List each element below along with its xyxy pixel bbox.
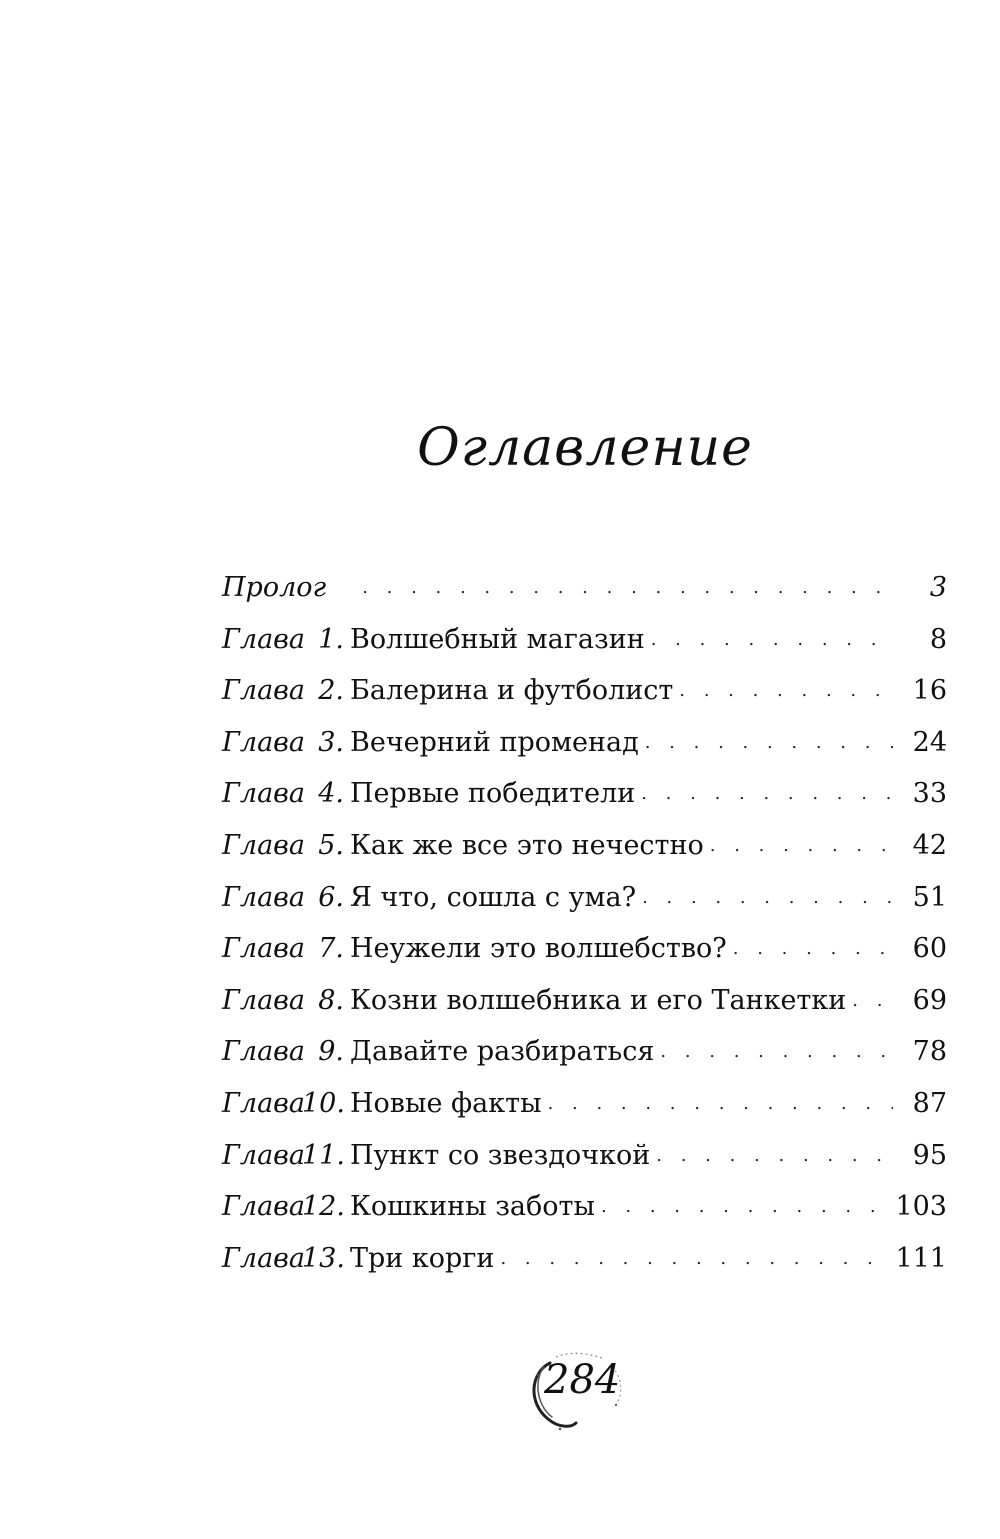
toc-page-number: 42 (912, 829, 947, 861)
toc-dot-leader (500, 1236, 885, 1281)
toc-page-number: 78 (912, 1036, 947, 1068)
toc-row-chapter[interactable] (222, 1184, 947, 1236)
toc-chapter-title: Три корги (350, 1242, 495, 1274)
toc-chapter-title: Как же все это нечестно (350, 829, 704, 861)
toc-chapter-label: Глава (222, 675, 305, 707)
toc-chapter-title: Вечерний променад (350, 726, 639, 758)
toc-chapter-label: Глава (222, 1242, 305, 1274)
toc-chapter-title: Давайте разбираться (350, 1036, 655, 1068)
toc-dot-leader (733, 926, 893, 971)
toc-chapter-number: 10. (302, 1087, 345, 1119)
toc-chapter-label: Глава (222, 623, 305, 655)
toc-dot-leader (641, 771, 893, 816)
toc-chapter-number: 13. (302, 1242, 345, 1274)
toc-page-number: 3 (929, 572, 947, 603)
toc-chapter-number: 2. (318, 675, 344, 707)
toc-chapter-title: Кошкины заботы (350, 1191, 595, 1223)
toc-chapter-label: Глава (222, 1191, 305, 1223)
toc-dot-leader (852, 978, 893, 1023)
toc-chapter-number: 6. (318, 881, 344, 913)
toc-chapter-label: Глава (222, 726, 305, 758)
toc-page-number: 103 (895, 1191, 947, 1223)
page-number: 284 (544, 1357, 621, 1403)
toc-dot-leader (679, 668, 893, 713)
toc-chapter-number: 5. (318, 829, 344, 861)
toc-chapter-label: Глава (222, 1036, 305, 1068)
toc-row-chapter[interactable] (222, 1081, 947, 1133)
toc-row-chapter[interactable] (222, 978, 947, 1030)
toc-chapter-number: 12. (302, 1191, 345, 1223)
toc-chapter-number: 4. (318, 778, 344, 810)
toc-page-number: 16 (912, 675, 947, 707)
toc-page-number: 69 (912, 984, 947, 1016)
toc-row-chapter[interactable] (222, 1133, 947, 1185)
toc-chapter-title: Неужели это волшебство? (350, 933, 727, 965)
toc-chapter-title: Волшебный магазин (350, 623, 645, 655)
toc-dot-leader (601, 1184, 886, 1229)
toc-row-chapter[interactable] (222, 1236, 947, 1288)
toc-chapter-title: Пункт со звездочкой (350, 1139, 651, 1171)
toc-chapter-label: Глава (222, 829, 305, 861)
toc-page-number: 51 (912, 881, 947, 913)
page-title: Оглавление (417, 418, 753, 478)
toc-dot-leader (645, 720, 893, 765)
toc-page-number: 87 (912, 1087, 947, 1119)
toc-page-number: 33 (912, 778, 947, 810)
toc-page-number: 111 (895, 1242, 947, 1274)
toc-dot-leader (362, 565, 893, 610)
toc-row-chapter[interactable] (222, 668, 947, 720)
toc-chapter-number: 1. (318, 623, 344, 655)
toc-chapter-label: Глава (222, 1139, 305, 1171)
toc-chapter-number: 11. (302, 1139, 345, 1171)
toc-row-chapter[interactable] (222, 771, 947, 823)
toc-row-chapter[interactable] (222, 1029, 947, 1081)
toc-row-chapter[interactable] (222, 875, 947, 927)
toc-chapter-title: Новые факты (350, 1087, 542, 1119)
toc-chapter-label: Глава (222, 1087, 305, 1119)
toc-chapter-label: Глава (222, 881, 305, 913)
toc-page-number: 60 (912, 933, 947, 965)
toc-row-chapter[interactable] (222, 720, 947, 772)
page-folio (520, 1345, 640, 1435)
toc-chapter-label: Глава (222, 778, 305, 810)
toc-dot-leader (548, 1081, 893, 1126)
toc-row-chapter[interactable] (222, 926, 947, 978)
toc-dot-leader (660, 1029, 893, 1074)
toc-chapter-number: 3. (318, 726, 344, 758)
toc-chapter-label: Глава (222, 933, 305, 965)
toc-chapter-title: Козни волшебника и его Танкетки (350, 984, 847, 1016)
toc-chapter-title: Балерина и футболист (350, 675, 674, 707)
toc-row-prologue[interactable] (222, 565, 947, 617)
toc-row-chapter[interactable] (222, 823, 947, 875)
toc-chapter-title: Я что, сошла с ума? (350, 881, 637, 913)
toc-chapter-label: Глава (222, 984, 305, 1016)
table-of-contents (222, 565, 947, 1287)
toc-chapter-number: 7. (318, 933, 344, 965)
toc-chapter-number: 8. (318, 984, 344, 1016)
toc-page-number: 24 (912, 726, 947, 758)
toc-dot-leader (642, 875, 893, 920)
toc-page-number: 8 (929, 623, 947, 655)
toc-prologue-label: Пролог (222, 572, 327, 603)
toc-page-number: 95 (912, 1139, 947, 1171)
toc-chapter-title: Первые победители (350, 778, 636, 810)
toc-dot-leader (651, 617, 893, 662)
toc-dot-leader (710, 823, 893, 868)
toc-dot-leader (656, 1133, 893, 1178)
toc-chapter-number: 9. (318, 1036, 344, 1068)
toc-row-chapter[interactable] (222, 617, 947, 669)
